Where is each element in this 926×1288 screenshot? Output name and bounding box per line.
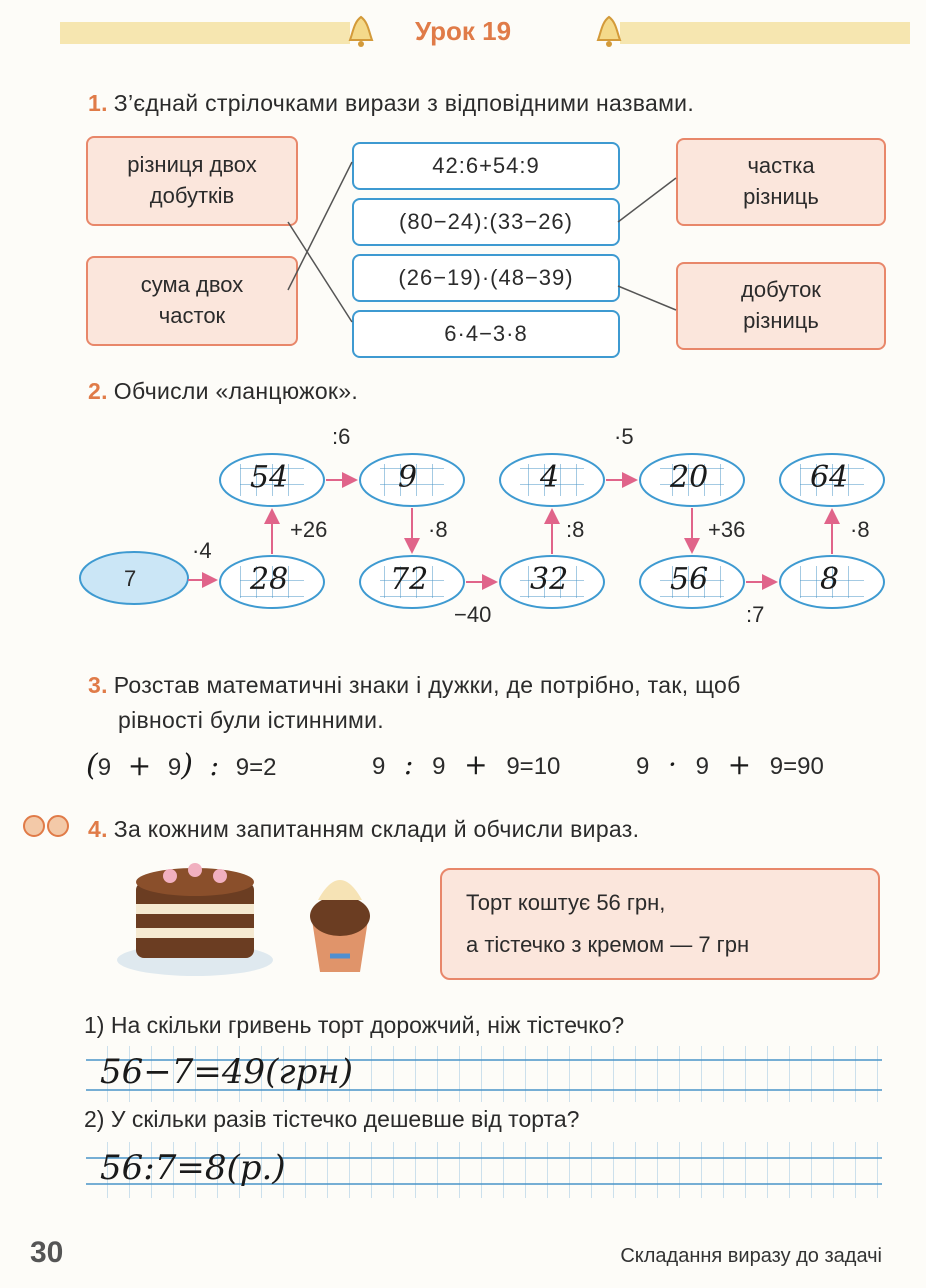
chain-operation: :8 (566, 517, 585, 542)
connection-lines (0, 0, 926, 400)
cake-illustration (110, 852, 280, 982)
expression-box[interactable]: 6·4−3·8 (352, 310, 620, 358)
sign-slot[interactable]: : (209, 749, 220, 782)
equation-1: (9 + 9) : 9=2 (86, 748, 277, 783)
chain-cell-value[interactable]: 32 (530, 562, 569, 597)
equation-3: 9 · 9 + 9=90 (636, 748, 824, 781)
question-1: 1) На скільки гривень торт дорожчий, ніж тістечко? (84, 1012, 625, 1038)
cupcake-illustration (300, 860, 380, 980)
sign-slot[interactable]: + (464, 748, 488, 781)
page-number: 30 (30, 1236, 64, 1269)
task-number: 4. (88, 816, 108, 842)
sign-slot[interactable]: : (404, 748, 414, 781)
price-note: Торт коштує 56 грн, а тістечко з кремом — 7 грн (440, 868, 880, 980)
chain-cell-value[interactable]: 64 (810, 460, 849, 495)
task-text: рівності були істинними. (118, 706, 384, 733)
chain-operation: −40 (454, 602, 492, 627)
expression-box[interactable]: 42:6+54:9 (352, 142, 620, 190)
task-number: 2. (88, 378, 108, 404)
task4-heading (88, 816, 639, 843)
chain-operation: ·4 (192, 538, 212, 563)
chain-cell-value[interactable]: 9 (398, 460, 418, 495)
task2-heading (88, 378, 358, 405)
chain-cell-value[interactable]: 56 (670, 562, 709, 597)
chain-operation: ·8 (428, 517, 448, 542)
chain-diagram (0, 420, 926, 630)
task-number: 3. (88, 672, 108, 698)
pair-work-icon (22, 808, 70, 844)
chain-cell-value[interactable]: 8 (820, 562, 840, 597)
chain-operation: ·8 (850, 517, 870, 542)
task-text: Розстав математичні знаки і дужки, де потрібно, так, щоб (113, 672, 741, 698)
task-text: З’єднай стрілочками вирази з відповідними назвами. (113, 90, 695, 116)
name-box-diff-products[interactable]: різниця двох добутків (86, 136, 298, 226)
sign-slot[interactable]: · (668, 748, 677, 781)
answer-1[interactable]: 56−7=49(грн) (100, 1052, 354, 1092)
equation-2: 9 : 9 + 9=10 (372, 748, 561, 781)
question-2: 2) У скільки разів тістечко дешевше від торта? (84, 1106, 580, 1132)
task-text: Обчисли «ланцюжок». (113, 378, 359, 404)
chain-cell-value[interactable]: 72 (390, 562, 429, 597)
sign-slot[interactable]: + (727, 748, 752, 781)
expression-box[interactable]: (26−19)·(48−39) (352, 254, 620, 302)
chain-operation: +36 (708, 517, 746, 542)
chain-cell-value[interactable]: 20 (670, 460, 709, 495)
chain-cell-value[interactable]: 28 (250, 562, 289, 597)
answer-2[interactable]: 56:7=8(р.) (100, 1148, 286, 1188)
chain-operation: ·5 (614, 424, 634, 449)
page-caption: Складання виразу до задачі (620, 1245, 882, 1267)
chain-start-value: 7 (124, 566, 137, 591)
lesson-title: Урок 19 (414, 16, 512, 46)
task-text: За кожним запитанням склади й обчисли вираз. (113, 816, 640, 842)
chain-cell-value[interactable]: 4 (540, 460, 560, 495)
chain-operation: :7 (746, 602, 765, 627)
task-number: 1. (88, 90, 108, 116)
task3-heading (88, 668, 888, 737)
chain-operation: :6 (332, 424, 351, 449)
chain-operation: +26 (290, 517, 328, 542)
name-box-product-diffs[interactable]: добуток різниць (676, 262, 886, 350)
name-box-quotient-diffs[interactable]: частка різниць (676, 138, 886, 226)
expression-box[interactable]: (80−24):(33−26) (352, 198, 620, 246)
name-box-sum-quotients[interactable]: сума двох часток (86, 256, 298, 346)
chain-cell-value[interactable]: 54 (250, 460, 289, 495)
sign-slot[interactable]: + (127, 749, 152, 782)
